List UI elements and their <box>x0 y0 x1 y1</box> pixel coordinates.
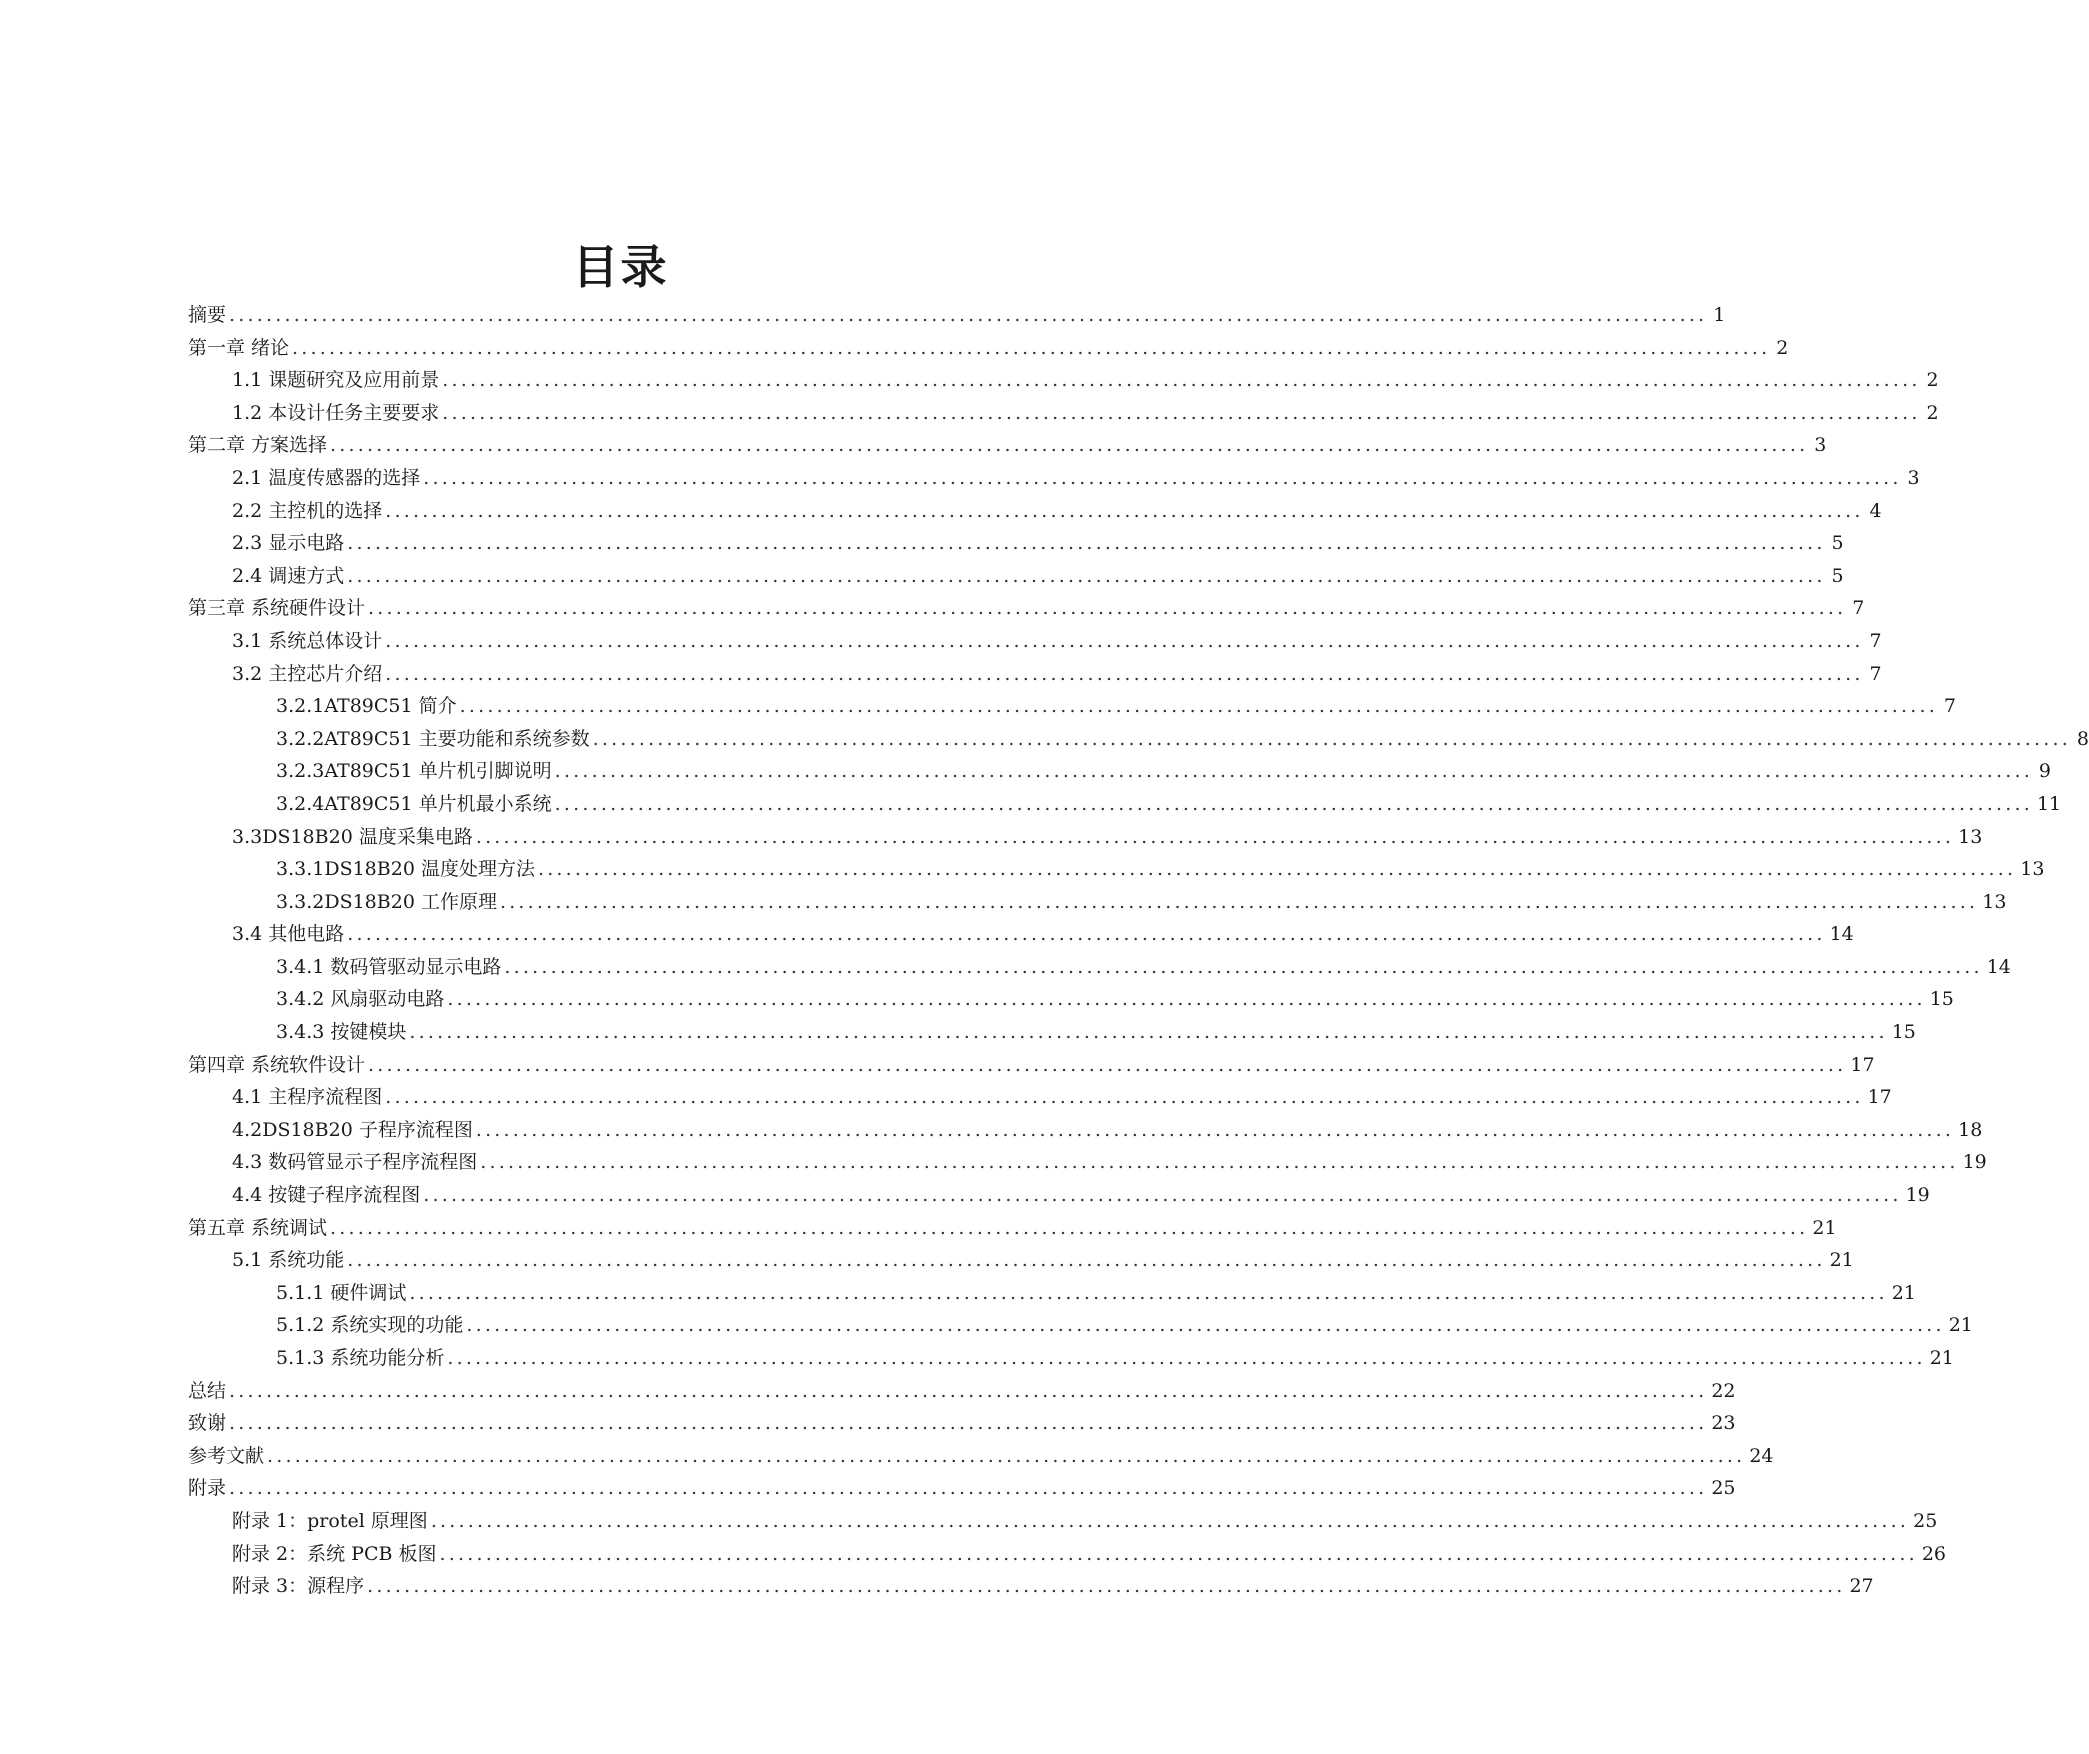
toc-entry-label: 2.3 显示电路 <box>232 532 345 555</box>
toc-entry[interactable] <box>188 1440 1774 1473</box>
toc-entry-label: 3.2.2AT89C51 主要功能和系统参数 <box>276 727 590 750</box>
toc-entry[interactable] <box>188 690 1956 723</box>
toc-dot-leader: ................................................................................................................................................................ <box>504 955 1983 978</box>
toc-dot-leader: ................................................................................................................................................................ <box>229 1412 1708 1435</box>
toc-dot-leader: ................................................................................................................................................................ <box>347 532 1826 555</box>
toc-entry-page-number: 17 <box>1850 1053 1875 1076</box>
toc-entry-page-number: 22 <box>1711 1379 1736 1402</box>
toc-entry-page-number: 2 <box>1776 336 1789 359</box>
toc-entry-page-number: 13 <box>1958 825 1983 848</box>
toc-entry[interactable] <box>188 1049 1875 1082</box>
toc-entry-page-number: 21 <box>1891 1281 1916 1304</box>
toc-entry[interactable] <box>188 364 1939 397</box>
toc-entry-label: 1.1 课题研究及应用前景 <box>232 369 440 392</box>
toc-dot-leader: ................................................................................................................................................................ <box>368 1053 1847 1076</box>
toc-entry-label: 3.4 其他电路 <box>232 923 345 946</box>
toc-entry-label: 第二章 方案选择 <box>188 434 328 457</box>
toc-dot-leader: ................................................................................................................................................................ <box>330 434 1809 457</box>
toc-entry[interactable] <box>188 1375 1736 1408</box>
toc-entry-label: 4.1 主程序流程图 <box>232 1086 383 1109</box>
toc-dot-leader: ................................................................................................................................................................ <box>385 629 1864 652</box>
toc-entry[interactable] <box>188 1016 1916 1049</box>
toc-entry[interactable] <box>188 1179 1930 1212</box>
toc-entry[interactable] <box>188 560 1844 593</box>
toc-dot-leader: ................................................................................................................................................................ <box>229 304 1708 326</box>
toc-entry-page-number: 25 <box>1711 1477 1736 1500</box>
toc-dot-leader: ................................................................................................................................................................ <box>475 825 1955 848</box>
toc-entry-label: 3.2 主控芯片介绍 <box>232 662 383 685</box>
toc-entry[interactable] <box>188 821 1983 854</box>
toc-dot-leader: ................................................................................................................................................................ <box>442 369 1921 392</box>
toc-entry[interactable] <box>188 1342 1954 1375</box>
toc-entry-label: 第一章 绪论 <box>188 336 290 359</box>
toc-entry[interactable] <box>188 1505 1938 1538</box>
toc-entry[interactable] <box>188 1570 1874 1603</box>
toc-entry[interactable] <box>188 886 2007 919</box>
toc-title: 目录 <box>572 240 669 294</box>
toc-entry-page-number: 2 <box>1926 369 1939 392</box>
toc-entry-label: 致谢 <box>188 1412 227 1435</box>
toc-entry[interactable] <box>188 788 2062 821</box>
toc-entry-page-number: 21 <box>1948 1314 1973 1337</box>
toc-entry-page-number: 19 <box>1905 1184 1930 1207</box>
toc-entry-label: 3.4.3 按键模块 <box>276 1021 407 1044</box>
toc-entry-page-number: 5 <box>1831 564 1844 587</box>
toc-entry-label: 3.1 系统总体设计 <box>232 629 383 652</box>
toc-entry[interactable] <box>188 723 2089 756</box>
toc-dot-leader: ................................................................................................................................................................ <box>368 597 1847 620</box>
toc-entry-label: 3.2.4AT89C51 单片机最小系统 <box>276 792 552 815</box>
toc-entry-page-number: 14 <box>1986 955 2011 978</box>
toc-entry-page-number: 21 <box>1829 1249 1854 1272</box>
toc-entry-page-number: 25 <box>1913 1509 1938 1532</box>
toc-entry-page-number: 3 <box>1814 434 1827 457</box>
toc-entry-page-number: 13 <box>1982 890 2007 913</box>
toc-dot-leader: ................................................................................................................................................................ <box>447 1347 1926 1369</box>
toc-entry[interactable] <box>188 1472 1736 1505</box>
toc-entry-label: 2.1 温度传感器的选择 <box>232 466 421 489</box>
toc-entry[interactable] <box>188 462 1920 495</box>
toc-entry-label: 附录 1：protel 原理图 <box>232 1509 428 1532</box>
toc-entry-page-number: 5 <box>1831 532 1844 555</box>
toc-entry-page-number: 15 <box>1891 1021 1916 1044</box>
toc-dot-leader: ................................................................................................................................................................ <box>423 466 1902 489</box>
toc-entry[interactable] <box>188 397 1939 430</box>
toc-entry-label: 第四章 系统软件设计 <box>188 1053 366 1076</box>
toc-dot-leader: ................................................................................................................................................................ <box>347 923 1826 946</box>
toc-entry-page-number: 9 <box>2038 760 2051 783</box>
toc-entry[interactable] <box>188 1212 1837 1245</box>
toc-entry[interactable] <box>188 332 1789 365</box>
toc-dot-leader: ................................................................................................................................................................ <box>554 792 2033 815</box>
toc-entry-label: 3.3.2DS18B20 工作原理 <box>276 890 497 913</box>
toc-entry-page-number: 4 <box>1869 499 1882 522</box>
toc-dot-leader: ................................................................................................................................................................ <box>447 988 1926 1011</box>
toc-entry[interactable] <box>188 429 1827 462</box>
toc-dot-leader: ................................................................................................................................................................ <box>292 336 1771 359</box>
toc-dot-leader: ................................................................................................................................................................ <box>229 1379 1708 1402</box>
toc-dot-leader: ................................................................................................................................................................ <box>367 1575 1846 1598</box>
toc-entry-label: 3.4.2 风扇驱动电路 <box>276 988 445 1011</box>
toc-entry-label: 4.2DS18B20 子程序流程图 <box>232 1118 473 1141</box>
toc-entry-page-number: 3 <box>1907 466 1920 489</box>
toc-dot-leader: ................................................................................................................................................................ <box>423 1184 1902 1207</box>
toc-dot-leader: ................................................................................................................................................................ <box>466 1314 1945 1337</box>
toc-dot-leader: ................................................................................................................................................................ <box>409 1281 1888 1304</box>
toc-entry-page-number: 21 <box>1812 1216 1837 1239</box>
toc-entry-page-number: 7 <box>1852 597 1865 620</box>
toc-dot-leader: ................................................................................................................................................................ <box>267 1444 1746 1467</box>
toc-entry-page-number: 13 <box>2020 858 2045 881</box>
toc-entry[interactable] <box>188 495 1882 528</box>
toc-entry-page-number: 8 <box>2076 727 2089 750</box>
toc-dot-leader: ................................................................................................................................................................ <box>442 401 1921 424</box>
toc-entry-label: 第三章 系统硬件设计 <box>188 597 366 620</box>
toc-entry[interactable] <box>188 983 1954 1016</box>
toc-entry-label: 3.2.1AT89C51 简介 <box>276 695 457 718</box>
toc-dot-leader: ................................................................................................................................................................ <box>439 1542 1918 1565</box>
toc-entry-page-number: 19 <box>1962 1151 1987 1174</box>
toc-list <box>188 299 2089 1603</box>
toc-entry-label: 2.4 调速方式 <box>232 564 345 587</box>
toc-entry-page-number: 7 <box>1869 662 1882 685</box>
toc-entry-page-number: 14 <box>1829 923 1854 946</box>
toc-dot-leader: ................................................................................................................................................................ <box>475 1118 1955 1141</box>
toc-entry[interactable] <box>188 1538 1947 1571</box>
toc-entry[interactable] <box>188 299 1726 332</box>
toc-entry-label: 附录 <box>188 1477 227 1500</box>
toc-entry[interactable] <box>188 527 1844 560</box>
toc-dot-leader: ................................................................................................................................................................ <box>347 564 1826 587</box>
toc-dot-leader: ................................................................................................................................................................ <box>409 1021 1888 1044</box>
toc-entry[interactable] <box>188 755 2051 788</box>
toc-entry-page-number: 1 <box>1713 304 1726 326</box>
toc-entry[interactable] <box>188 951 2011 984</box>
toc-entry-page-number: 26 <box>1921 1542 1947 1565</box>
toc-dot-leader: ................................................................................................................................................................ <box>347 1249 1826 1272</box>
toc-entry-page-number: 21 <box>1929 1347 1954 1369</box>
toc-entry-label: 第五章 系统调试 <box>188 1216 328 1239</box>
toc-entry-label: 3.2.3AT89C51 单片机引脚说明 <box>276 760 552 783</box>
toc-entry-label: 5.1.3 系统功能分析 <box>276 1347 445 1369</box>
toc-entry[interactable] <box>188 853 2045 886</box>
toc-entry-page-number: 2 <box>1926 401 1939 424</box>
toc-entry-label: 4.3 数码管显示子程序流程图 <box>232 1151 478 1174</box>
toc-entry-label: 1.2 本设计任务主要要求 <box>232 401 440 424</box>
toc-dot-leader: ................................................................................................................................................................ <box>499 890 1979 913</box>
toc-entry[interactable] <box>188 918 1854 951</box>
toc-entry-label: 附录 3：源程序 <box>232 1575 365 1598</box>
toc-entry-page-number: 7 <box>1943 695 1956 718</box>
toc-entry[interactable] <box>188 1407 1736 1440</box>
toc-entry-label: 参考文献 <box>188 1444 265 1467</box>
toc-dot-leader: ................................................................................................................................................................ <box>554 760 2033 783</box>
toc-entry-page-number: 17 <box>1867 1086 1892 1109</box>
toc-dot-leader: ................................................................................................................................................................ <box>385 1086 1864 1109</box>
toc-entry[interactable] <box>188 1146 1987 1179</box>
toc-entry-label: 3.3.1DS18B20 温度处理方法 <box>276 858 535 881</box>
toc-entry-label: 2.2 主控机的选择 <box>232 499 383 522</box>
toc-entry[interactable] <box>188 625 1882 658</box>
toc-entry-page-number: 11 <box>2036 792 2062 815</box>
toc-entry[interactable] <box>188 658 1882 691</box>
toc-entry[interactable] <box>188 592 1865 625</box>
toc-entry[interactable] <box>188 1114 1983 1147</box>
toc-dot-leader: ................................................................................................................................................................ <box>385 499 1864 522</box>
toc-entry[interactable] <box>188 1081 1892 1114</box>
toc-entry-label: 5.1 系统功能 <box>232 1249 345 1272</box>
toc-dot-leader: ................................................................................................................................................................ <box>385 662 1864 685</box>
toc-entry-label: 5.1.2 系统实现的功能 <box>276 1314 464 1337</box>
toc-entry-page-number: 7 <box>1869 629 1882 652</box>
toc-dot-leader: ................................................................................................................................................................ <box>592 727 2071 750</box>
toc-entry-page-number: 23 <box>1711 1412 1736 1435</box>
toc-entry-label: 总结 <box>188 1379 227 1402</box>
toc-entry-label: 5.1.1 硬件调试 <box>276 1281 407 1304</box>
toc-entry[interactable] <box>188 1277 1916 1310</box>
toc-dot-leader: ................................................................................................................................................................ <box>459 695 1938 718</box>
toc-dot-leader: ................................................................................................................................................................ <box>229 1477 1708 1500</box>
toc-entry-label: 摘要 <box>188 304 227 326</box>
toc-entry[interactable] <box>188 1244 1854 1277</box>
toc-entry-page-number: 15 <box>1929 988 1954 1011</box>
toc-entry-label: 附录 2：系统 PCB 板图 <box>232 1542 437 1565</box>
toc-entry-page-number: 27 <box>1849 1575 1874 1598</box>
toc-entry-page-number: 24 <box>1749 1444 1774 1467</box>
toc-dot-leader: ................................................................................................................................................................ <box>330 1216 1809 1239</box>
toc-entry-page-number: 18 <box>1958 1118 1983 1141</box>
toc-entry-label: 3.4.1 数码管驱动显示电路 <box>276 955 502 978</box>
toc-entry[interactable] <box>188 1309 1973 1342</box>
toc-entry-label: 3.3DS18B20 温度采集电路 <box>232 825 473 848</box>
toc-entry-label: 4.4 按键子程序流程图 <box>232 1184 421 1207</box>
toc-dot-leader: ................................................................................................................................................................ <box>537 858 2017 881</box>
toc-dot-leader: ................................................................................................................................................................ <box>480 1151 1959 1174</box>
toc-dot-leader: ................................................................................................................................................................ <box>430 1509 1910 1532</box>
